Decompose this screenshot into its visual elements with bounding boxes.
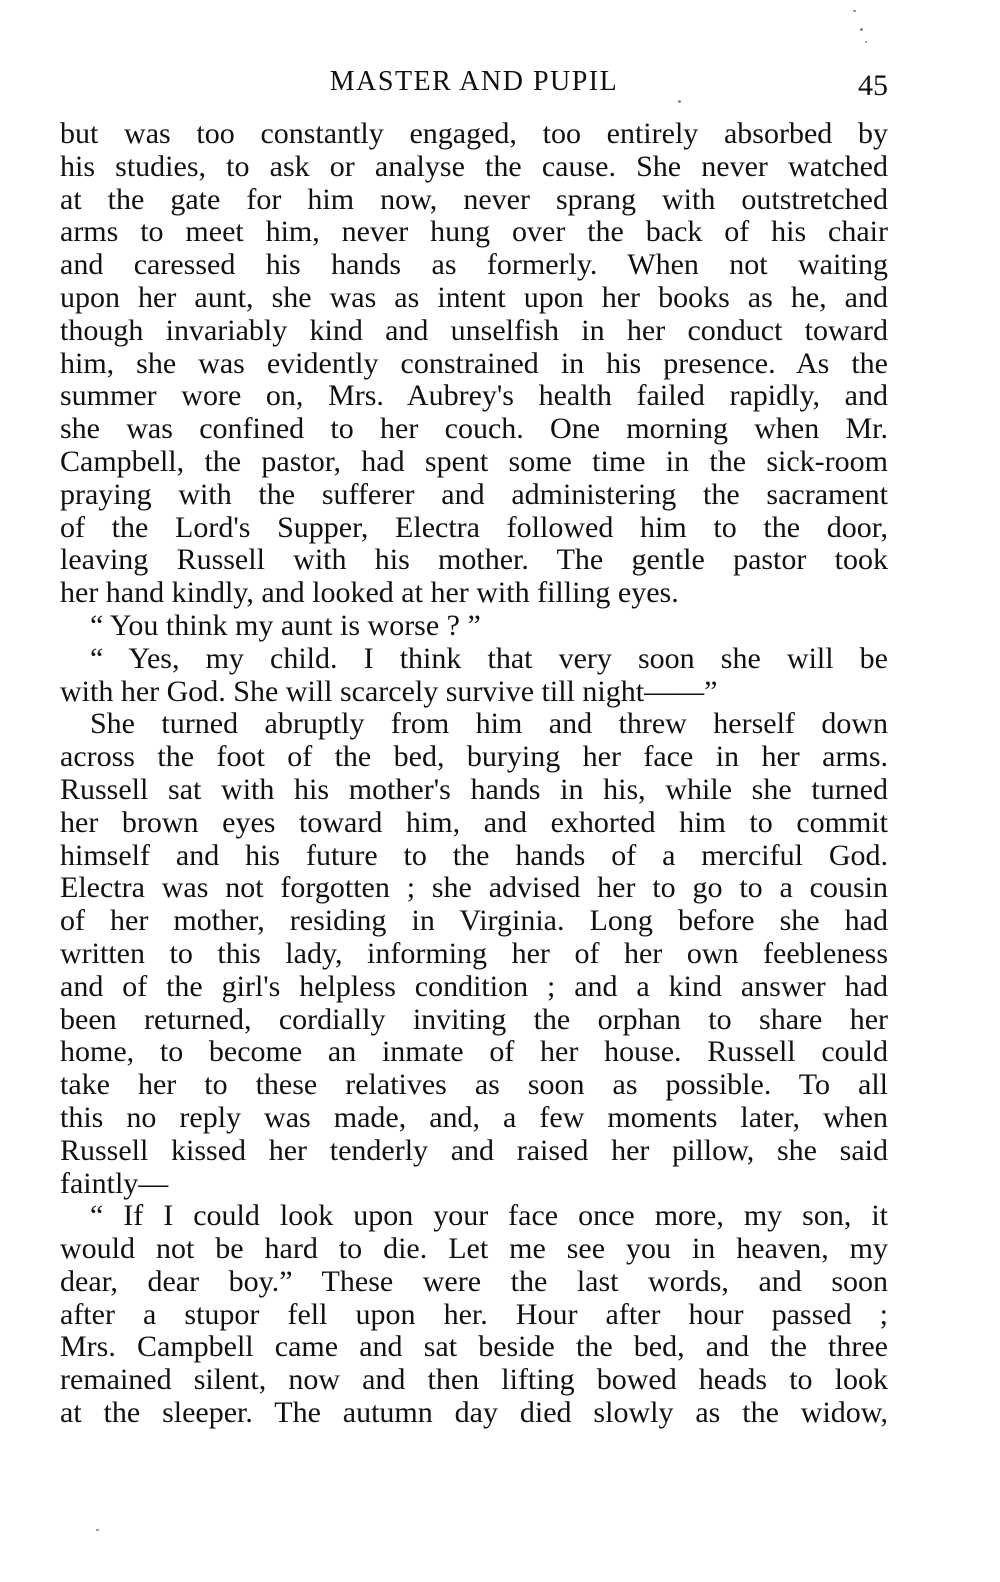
text-line: dear, dear boy.” These were the last words, and soon	[60, 1265, 888, 1298]
text-line: himself and his future to the hands of a merciful God.	[60, 839, 888, 872]
text-line: summer wore on, Mrs. Aubrey's health failed rapidly, and	[60, 380, 888, 413]
dialogue-line: “ Yes, my child. I think that very soon she will be	[90, 642, 888, 675]
text-line: would not be hard to die. Let me see you in heaven, my	[60, 1233, 888, 1266]
text-line: Mrs. Campbell came and sat beside the bed, and the three	[60, 1331, 888, 1364]
text-line: after a stupor fell upon her. Hour after hour passed ;	[60, 1298, 888, 1331]
text-line: with her God. She will scarcely survive till night——”	[60, 675, 718, 708]
text-line: take her to these relatives as soon as possible. To all	[60, 1069, 888, 1102]
body-text	[60, 118, 888, 1430]
text-line: written to this lady, informing her of her own feebleness	[60, 937, 888, 970]
text-line: this no reply was made, and, a few moments later, when	[60, 1101, 888, 1134]
text-line: remained silent, now and then lifting bowed heads to look	[60, 1364, 888, 1397]
text-line: of her mother, residing in Virginia. Long before she had	[60, 905, 888, 938]
scan-speck	[853, 10, 856, 12]
text-line: her brown eyes toward him, and exhorted him to commit	[60, 806, 888, 839]
text-line: arms to meet him, never hung over the back of his chair	[60, 216, 888, 249]
text-line: upon her aunt, she was as intent upon her books as he, and	[60, 281, 888, 314]
text-line: been returned, cordially inviting the orphan to share her	[60, 1003, 888, 1036]
text-line: faintly—	[60, 1167, 169, 1200]
scan-speck	[860, 28, 863, 31]
text-line: home, to become an inmate of her house. Russell could	[60, 1036, 888, 1069]
text-line: of the Lord's Supper, Electra followed him to the door,	[60, 511, 888, 544]
text-line: praying with the sufferer and administering the sacrament	[60, 478, 888, 511]
text-line: at the gate for him now, never sprang with outstretched	[60, 183, 888, 216]
scan-speck	[865, 41, 867, 43]
text-line: Russell kissed her tenderly and raised her pillow, she said	[60, 1134, 888, 1167]
text-line: him, she was evidently constrained in his presence. As the	[60, 347, 888, 380]
page-number: 45	[858, 69, 888, 102]
chapter-title: MASTER AND PUPIL	[329, 66, 619, 97]
text-line: Campbell, the pastor, had spent some time in the sick-room	[60, 445, 888, 478]
text-line: she was confined to her couch. One morning when Mr.	[60, 413, 888, 446]
text-line: across the foot of the bed, burying her face in her arms.	[60, 741, 888, 774]
text-line: and of the girl's helpless condition ; and a kind answer had	[60, 970, 888, 1003]
text-line: but was too constantly engaged, too entirely absorbed by	[60, 118, 888, 150]
text-line: at the sleeper. The autumn day died slowly as the widow,	[60, 1397, 888, 1430]
dialogue-line: “ You think my aunt is worse ? ”	[90, 609, 481, 642]
text-line: and caressed his hands as formerly. When not waiting	[60, 249, 888, 282]
scan-speck	[678, 100, 681, 103]
paragraph-start-line: She turned abruptly from him and threw herself down	[90, 708, 888, 741]
text-line: though invariably kind and unselfish in her conduct toward	[60, 314, 888, 347]
text-line: Russell sat with his mother's hands in his, while she turned	[60, 773, 888, 806]
text-line: leaving Russell with his mother. The gentle pastor took	[60, 544, 888, 577]
text-line: his studies, to ask or analyse the cause. She never watched	[60, 150, 888, 183]
running-header	[60, 62, 888, 102]
dialogue-line: “ If I could look upon your face once more, my son, it	[90, 1200, 888, 1233]
scan-speck	[96, 1529, 99, 1531]
text-line: Electra was not forgotten ; she advised her to go to a cousin	[60, 872, 888, 905]
text-line: her hand kindly, and looked at her with filling eyes.	[60, 577, 679, 610]
